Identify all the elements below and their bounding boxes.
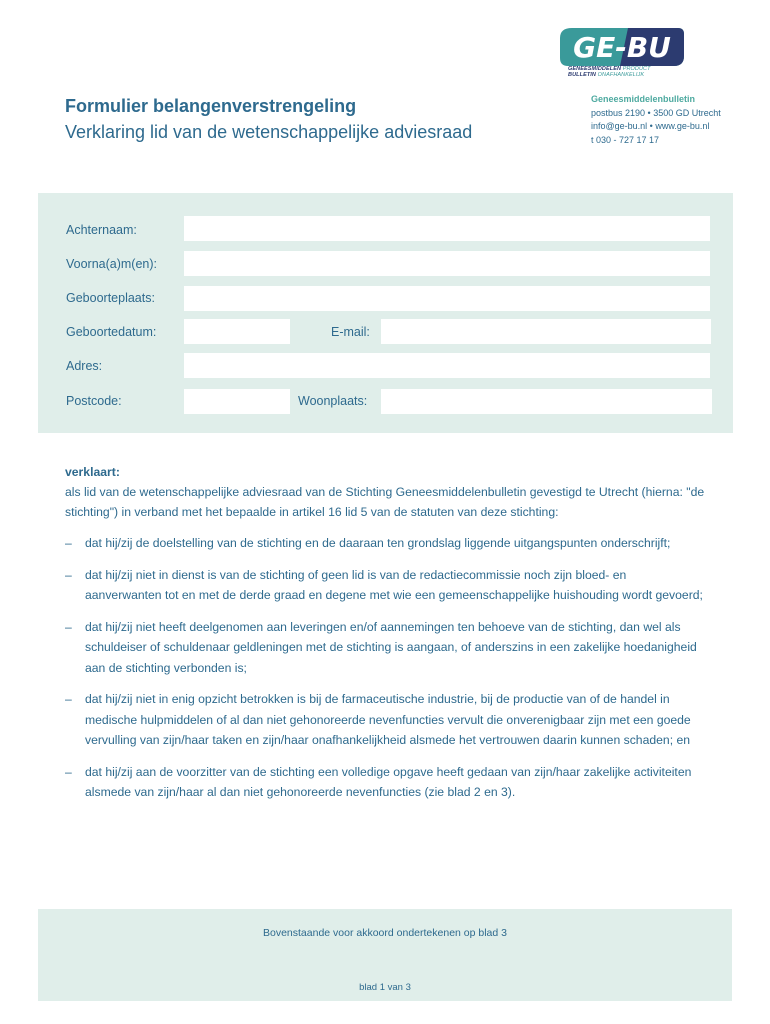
declaration-item-1: dat hij/zij de doelstelling van de stichting en de daaraan ten grondslag liggende uitgangspunten onderschrijft; [85,536,671,550]
declaration-lead: verklaart: [65,465,120,479]
declaration-item-5: dat hij/zij aan de voorzitter van de stichting een volledige opgave heeft gedaan van zijn/haar zakelijke activiteiten alsmede van zijn/haar al dan niet gehonoreerde nevenfuncties (zie blad 2 en 3). [85,764,692,799]
personal-details-form [38,193,733,433]
voornamen-field[interactable] [184,251,710,276]
contact-email-web: info@ge-bu.nl • www.ge-bu.nl [591,121,710,131]
email-field[interactable] [381,319,711,344]
geboorteplaats-label: Geboorteplaats: [66,291,155,305]
adres-field[interactable] [184,353,710,378]
logo-wordmark: GE-BU [573,31,671,64]
list-item [65,617,705,679]
page-number: blad 1 van 3 [359,982,411,993]
dash-marker: – [65,567,72,582]
footer-panel [38,909,732,1001]
logo-tagline [568,67,686,78]
list-item [65,565,705,606]
declaration-item-3: dat hij/zij niet heeft deelgenomen aan leveringen en/of aannemingen ten behoeve van de stichting, dan wel als schuldeiser of schuldenaar geldleningen met de stichting is aangaan, of anderszins in een zakelijke hoedanigheid aan de stichting verbonden is; [85,619,697,675]
email-label: E-mail: [331,325,370,339]
contact-org: Geneesmiddelenbulletin [591,94,696,104]
sign-note: Bovenstaande voor akkoord ondertekenen op blad 3 [262,927,507,939]
dash-marker: – [65,536,72,550]
declaration-intro: als lid van de wetenschappelijke adviesraad van de Stichting Geneesmiddelenbulletin gevestigd te Utrecht (hierna: "de stichting") in verband met het bepaalde in artikel 16 lid 5 van de statuten van deze stichting: [65,485,705,519]
woonplaats-label: Woonplaats: [298,394,368,408]
logo-line2-tag: ONAFHANKELIJK [597,71,645,78]
dash-marker: – [65,692,72,706]
voornamen-label: Voorna(a)m(en): [66,257,158,271]
page-title: Formulier belangenverstrengeling [65,96,357,116]
list-item [65,533,705,554]
postcode-label: Postcode: [66,394,122,408]
list-item [65,762,705,803]
contact-block [591,93,721,147]
woonplaats-field[interactable] [381,389,712,414]
logo-line1-tag: PRODUCT [622,66,651,72]
geboortedatum-label: Geboortedatum: [66,325,157,339]
declaration-item-4: dat hij/zij niet in enig opzicht betrokken is bij de farmaceutische industrie, bij de productie van of de handel in medische hulpmiddelen of al dan niet gehonoreerde nevenfuncties vervult die onverenigbaar zijn met een goede vervulling van zijn/haar taken en zijn/haar onafhankelijkheid alsmede het vertrouwen daarin kunnen schaden; en [85,692,691,747]
postcode-field[interactable] [184,389,290,414]
page-subtitle: Verklaring lid van de wetenschappelijke adviesraad [65,122,473,142]
contact-phone: t 030 - 727 17 17 [591,134,660,145]
logo-line2: BULLETIN [568,71,596,78]
dash-marker: – [65,764,72,779]
geboorteplaats-field[interactable] [184,286,710,311]
list-item [65,689,705,751]
adres-label: Adres: [66,359,103,373]
achternaam-field[interactable] [184,216,710,241]
contact-address: postbus 2190 • 3500 GD Utrecht [591,107,721,118]
achternaam-label: Achternaam: [66,223,137,237]
dash-marker: – [65,619,72,634]
geboortedatum-field[interactable] [184,319,290,344]
logo-line1: GENEESMIDDELEN [568,66,622,72]
declaration-item-2: dat hij/zij niet in dienst is van de stichting of geen lid is van de redactiecommissie noch zijn bloed- en aanverwanten tot en met de derde graad en degene met wie een gemeenschappelijke huishouding wordt gevoerd; [85,567,703,602]
declaration [65,462,705,803]
declaration-list [65,533,705,803]
